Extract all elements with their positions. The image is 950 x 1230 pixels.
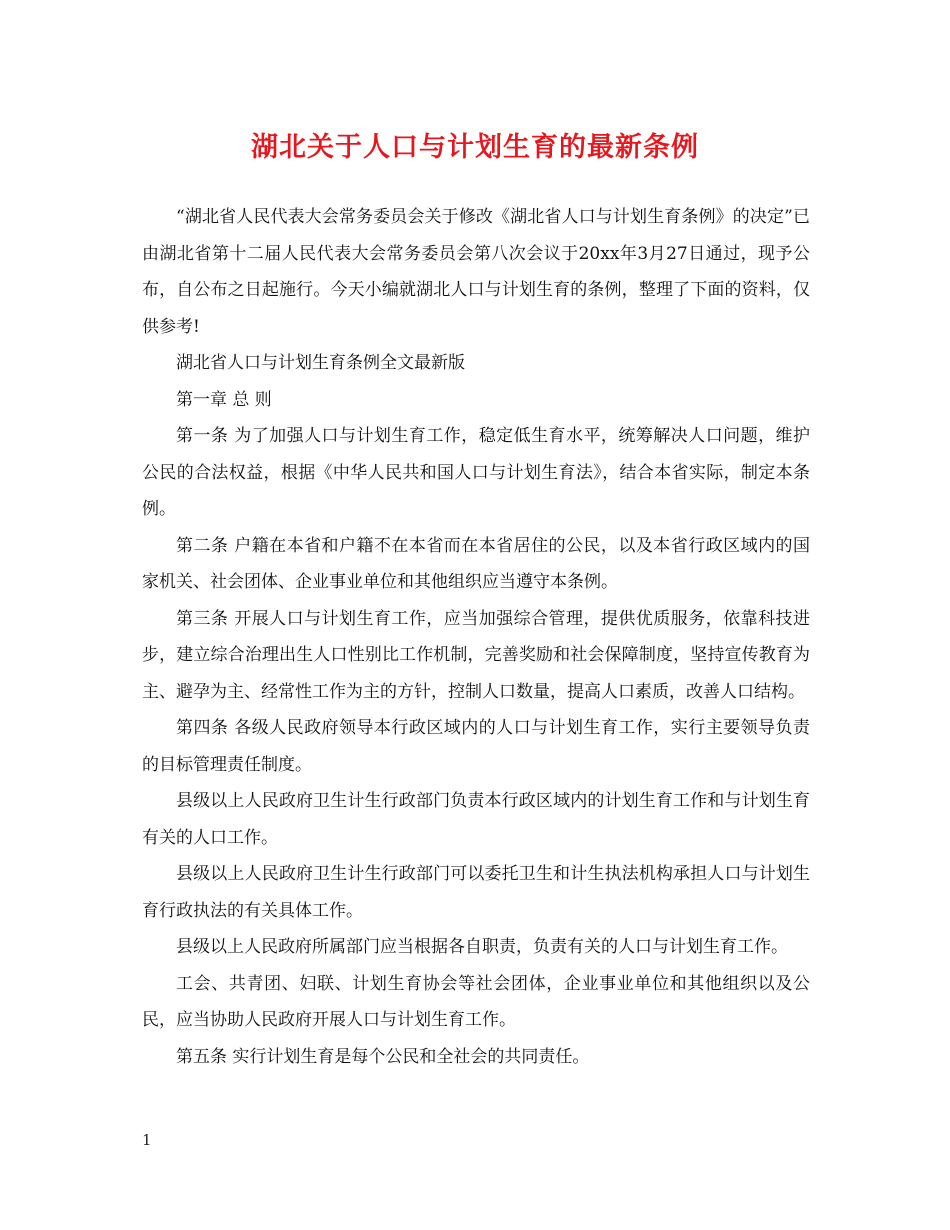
document-title: 湖北关于人口与计划生育的最新条例 <box>251 132 699 163</box>
page-number: 1 <box>142 1131 152 1149</box>
article-2: 第二条 户籍在本省和户籍不在本省而在本省居住的公民，以及本省行政区域内的国家机关、社会团体、企业事业单位和其他组织应当遵守本条例。 <box>142 535 810 592</box>
article-4-clause-3: 县级以上人民政府卫生计生行政部门可以委托卫生和计生执法机构承担人口与计划生育行政执法的有关具体工作。 <box>142 864 810 921</box>
article-4-clause-5: 工会、共青团、妇联、计划生育协会等社会团体，企业事业单位和其他组织以及公民，应当协助人民政府开展人口与计划生育工作。 <box>142 973 810 1030</box>
article-4-clause-2: 县级以上人民政府卫生计生行政部门负责本行政区域内的计划生育工作和与计划生育有关的人口工作。 <box>142 791 810 848</box>
article-3: 第三条 开展人口与计划生育工作，应当加强综合管理，提供优质服务，依靠科技进步，建立综合治理出生人口性别比工作机制，完善奖励和社会保障制度，坚持宣传教育为主、避孕为主、经常性工作为主的方针，控制人口数量，提高人口素质，改善人口结构。 <box>142 608 810 702</box>
document-body <box>142 199 810 1075</box>
chapter-heading: 第一章 总 则 <box>176 389 272 410</box>
paragraph-intro: “湖北省人民代表大会常务委员会关于修改《湖北省人口与计划生育条例》的决定”已由湖北省第十二届人民代表大会常务委员会第八次会议于20xx年3月27日通过，现予公布，自公布之日起施行。今天小编就湖北人口与计划生育的条例，整理了下面的资料，仅供参考! <box>142 207 810 337</box>
article-1: 第一条 为了加强人口与计划生育工作，稳定低生育水平，统筹解决人口问题，维护公民的合法权益，根据《中华人民共和国人口与计划生育法》，结合本省实际，制定本条例。 <box>142 426 810 519</box>
article-5: 第五条 实行计划生育是每个公民和全社会的共同责任。 <box>176 1046 590 1067</box>
article-4-clause-4: 县级以上人民政府所属部门应当根据各自职责，负责有关的人口与计划生育工作。 <box>176 937 788 957</box>
paragraph-subtitle: 湖北省人口与计划生育条例全文最新版 <box>176 353 465 373</box>
article-4: 第四条 各级人民政府领导本行政区域内的人口与计划生育工作，实行主要领导负责的目标管理责任制度。 <box>142 718 810 775</box>
